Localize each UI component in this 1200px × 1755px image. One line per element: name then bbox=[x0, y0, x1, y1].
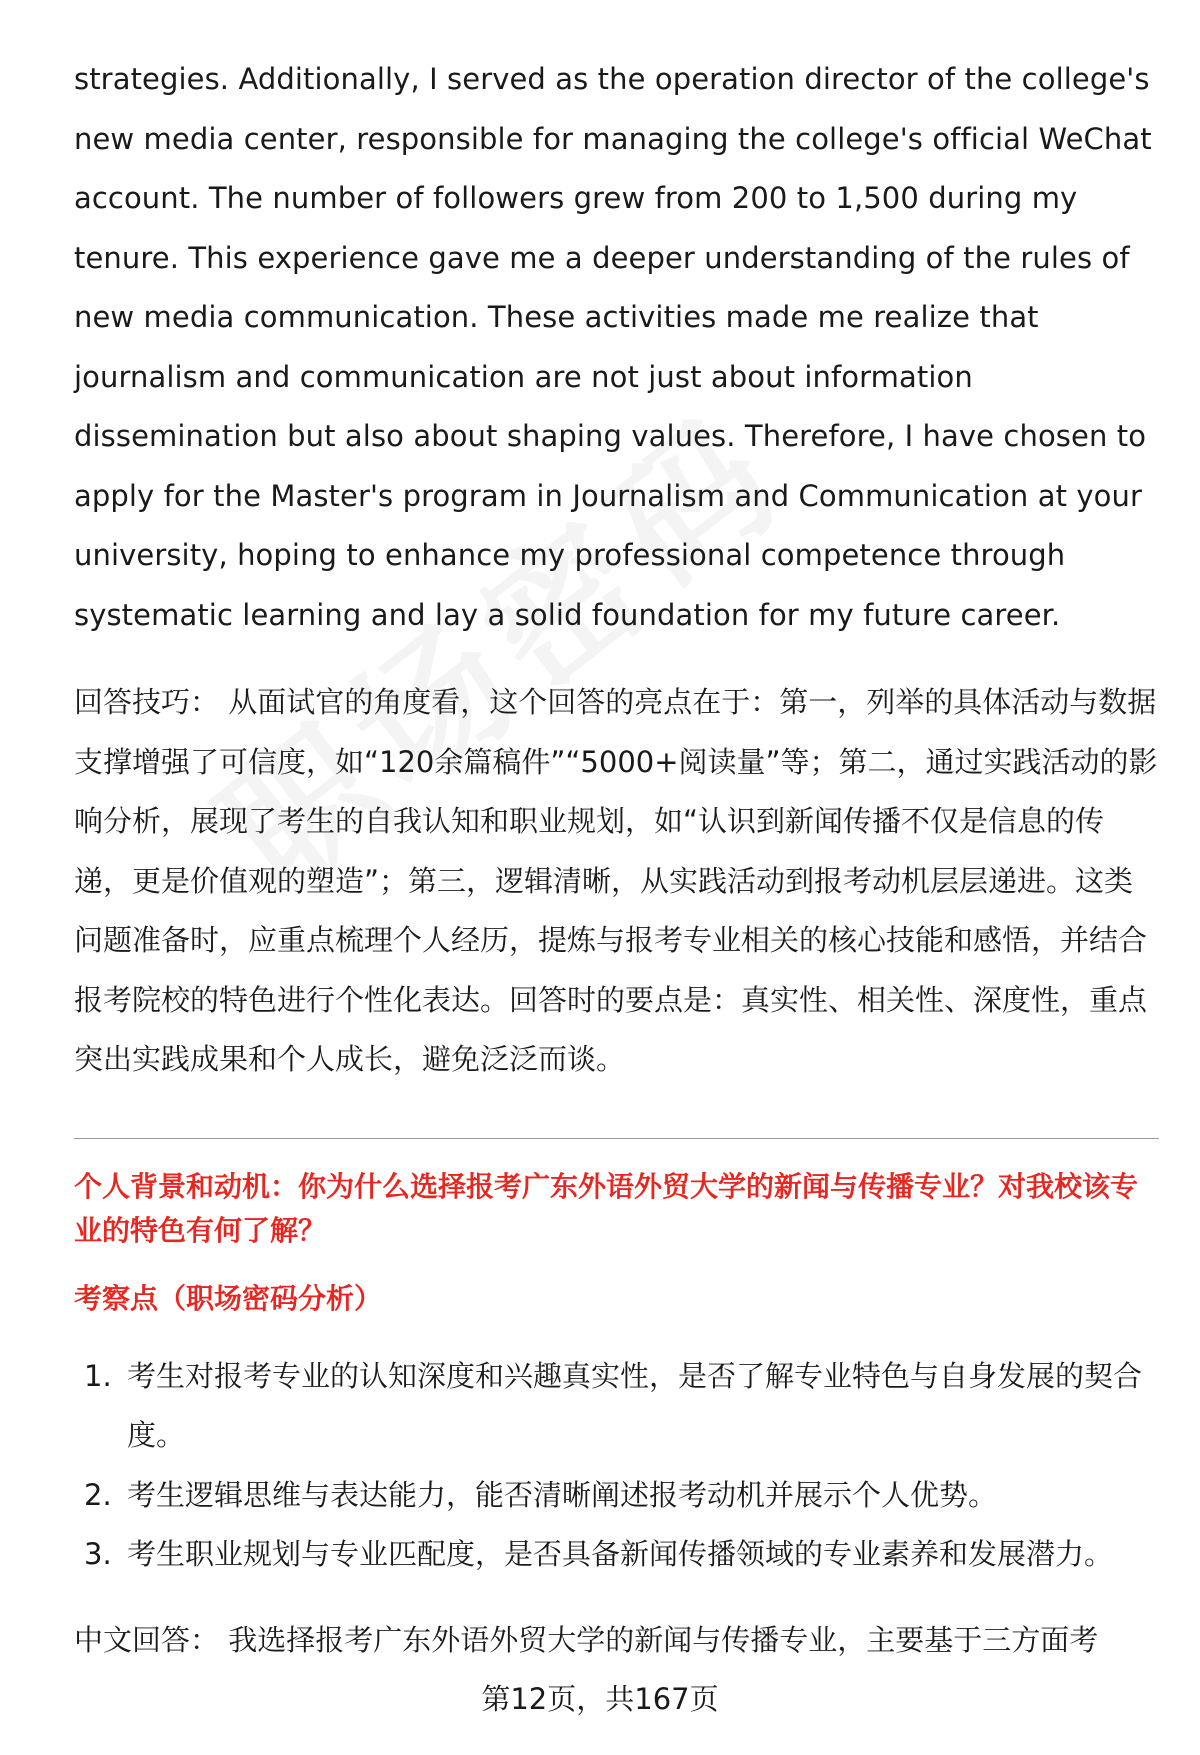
tips-paragraph: 回答技巧： 从面试官的角度看，这个回答的亮点在于：第一，列举的具体活动与数据支撑增强了可信度，如“120余篇稿件”“5000+阅读量”等；第二，通过实践活动的影响分析，展现了考生的自我认知和职业规划，如“认识到新闻传播不仅是信息的传递，更是价值观的塑造”；第三，逻辑清晰，从实践活动到报考动机层层递进。这类问题准备时，应重点梳理个人经历，提炼与报考专业相关的核心技能和感悟，并结合报考院校的特色进行个性化表达。回答时的要点是：真实性、相关性、深度性，重点突出实践成果和个人成长，避免泛泛而谈。 bbox=[74, 685, 1158, 1076]
page-number-footer: 第12页，共167页 bbox=[481, 1682, 719, 1716]
document-page bbox=[74, 50, 1159, 1670]
list-item-number: 1. bbox=[84, 1358, 112, 1393]
section-divider bbox=[74, 1138, 1159, 1139]
assessment-points-heading: 考察点（职场密码分析） bbox=[74, 1281, 383, 1315]
list-item-text: 考生逻辑思维与表达能力，能否清晰阐述报考动机并展示个人优势。 bbox=[127, 1477, 998, 1512]
list-item bbox=[74, 1466, 1159, 1526]
assessment-points-list bbox=[74, 1347, 1159, 1585]
list-item bbox=[74, 1347, 1159, 1466]
list-item-number: 3. bbox=[84, 1537, 112, 1571]
question-heading: 个人背景和动机：你为什么选择报考广东外语外贸大学的新闻与传播专业？对我校该专业的特色有何了解？ bbox=[74, 1169, 1139, 1247]
list-item-text: 考生对报考专业的认知深度和兴趣真实性，是否了解专业特色与自身发展的契合度。 bbox=[127, 1358, 1143, 1452]
intro-paragraph: strategies. Additionally, I served as the operation director of the college's new media center, responsible for managing the college's official WeChat account. The number of followers grew from 200 to 1,500 during my tenure. This experience gave me a deeper understanding of the rules of new media communication. These activities made me realize that journalism and communication are not just about information dissemination but also about shaping values. Therefore, I have chosen to apply for the Master's program in Journalism and Communication at your university, hoping to enhance my professional competence through systematic learning and lay a solid foundation for my future career. bbox=[74, 62, 1152, 632]
list-item bbox=[74, 1525, 1159, 1585]
list-item-number: 2. bbox=[84, 1477, 112, 1512]
answer-paragraph: 中文回答： 我选择报考广东外语外贸大学的新闻与传播专业，主要基于三方面考 bbox=[74, 1622, 1099, 1657]
list-item-text: 考生职业规划与专业匹配度，是否具备新闻传播领域的专业素养和发展潜力。 bbox=[127, 1537, 1114, 1571]
